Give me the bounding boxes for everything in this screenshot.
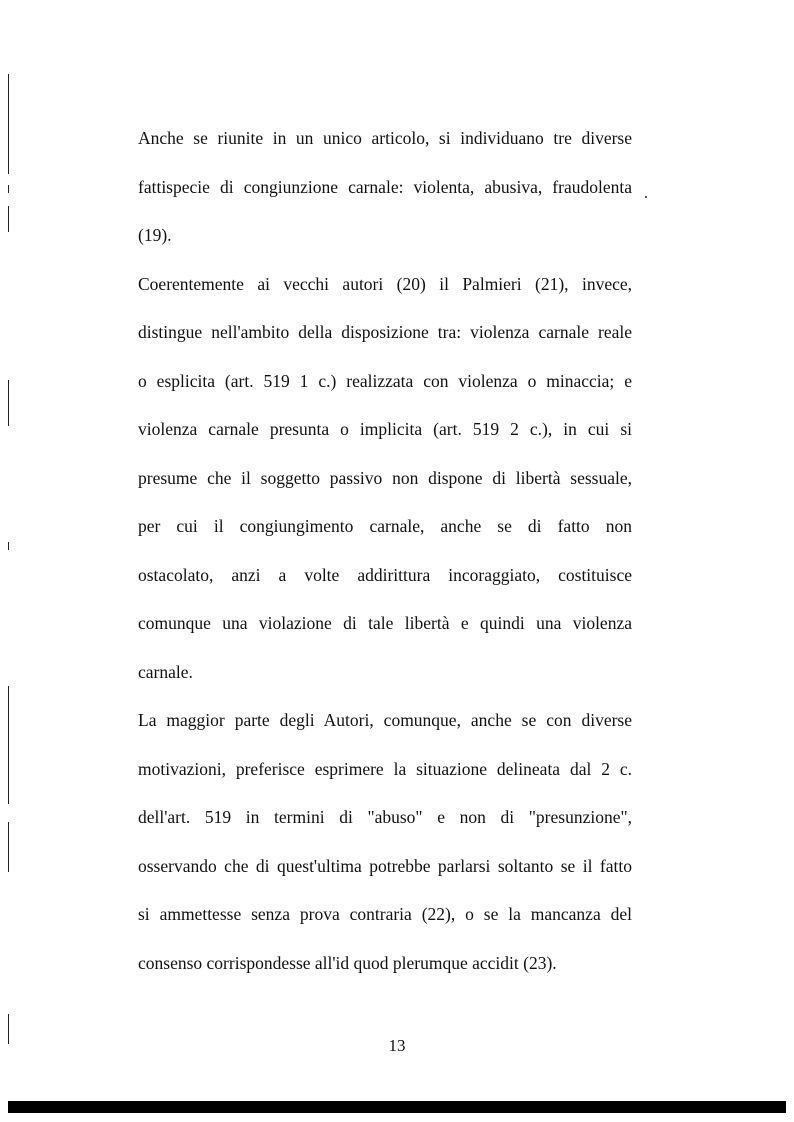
scan-edge-mark: [8, 542, 9, 550]
text-line: fattispecie di congiunzione carnale: violenta, abusiva, fraudolenta: [138, 177, 632, 197]
text-line: osservando che di quest'ultima potrebbe parlarsi soltanto se il fatto: [138, 856, 632, 876]
scan-edge-mark: [8, 74, 9, 174]
text-line: si ammettesse senza prova contraria (22), o se la mancanza del: [138, 904, 632, 924]
text-line: ostacolato, anzi a volte addirittura incoraggiato, costituisce: [138, 565, 632, 585]
scan-edge-mark: [8, 206, 9, 232]
text-line: dell'art. 519 in termini di "abuso" e non di "presunzione",: [138, 807, 632, 827]
text-line: comunque una violazione di tale libertà e quindi una violenza: [138, 613, 632, 633]
page-number: 13: [388, 1036, 406, 1055]
text-line: Anche se riunite in un unico articolo, si individuano tre diverse: [138, 128, 632, 148]
text-line: o esplicita (art. 519 1 c.) realizzata con violenza o minaccia; e: [138, 371, 632, 391]
text-line: presume che il soggetto passivo non dispone di libertà sessuale,: [138, 468, 632, 488]
scan-edge-mark: [8, 185, 9, 193]
text-line: carnale.: [138, 662, 193, 682]
scan-bottom-border: [8, 1101, 786, 1113]
text-line: consenso corrispondesse all'id quod plerumque accidit (23).: [138, 953, 557, 973]
text-line: Coerentemente ai vecchi autori (20) il Palmieri (21), invece,: [138, 274, 632, 294]
text-line: violenza carnale presunta o implicita (art. 519 2 c.), in cui si: [138, 419, 632, 439]
scan-speck: [645, 196, 647, 198]
text-line: (19).: [138, 225, 172, 245]
scan-edge-mark: [8, 380, 9, 426]
scan-edge-mark: [8, 686, 9, 804]
text-line: La maggior parte degli Autori, comunque, anche se con diverse: [138, 710, 632, 730]
text-line: distingue nell'ambito della disposizione tra: violenza carnale reale: [138, 322, 632, 342]
text-line: per cui il congiungimento carnale, anche se di fatto non: [138, 516, 632, 536]
scan-edge-mark: [8, 822, 9, 872]
text-line: motivazioni, preferisce esprimere la situazione delineata dal 2 c.: [138, 759, 632, 779]
